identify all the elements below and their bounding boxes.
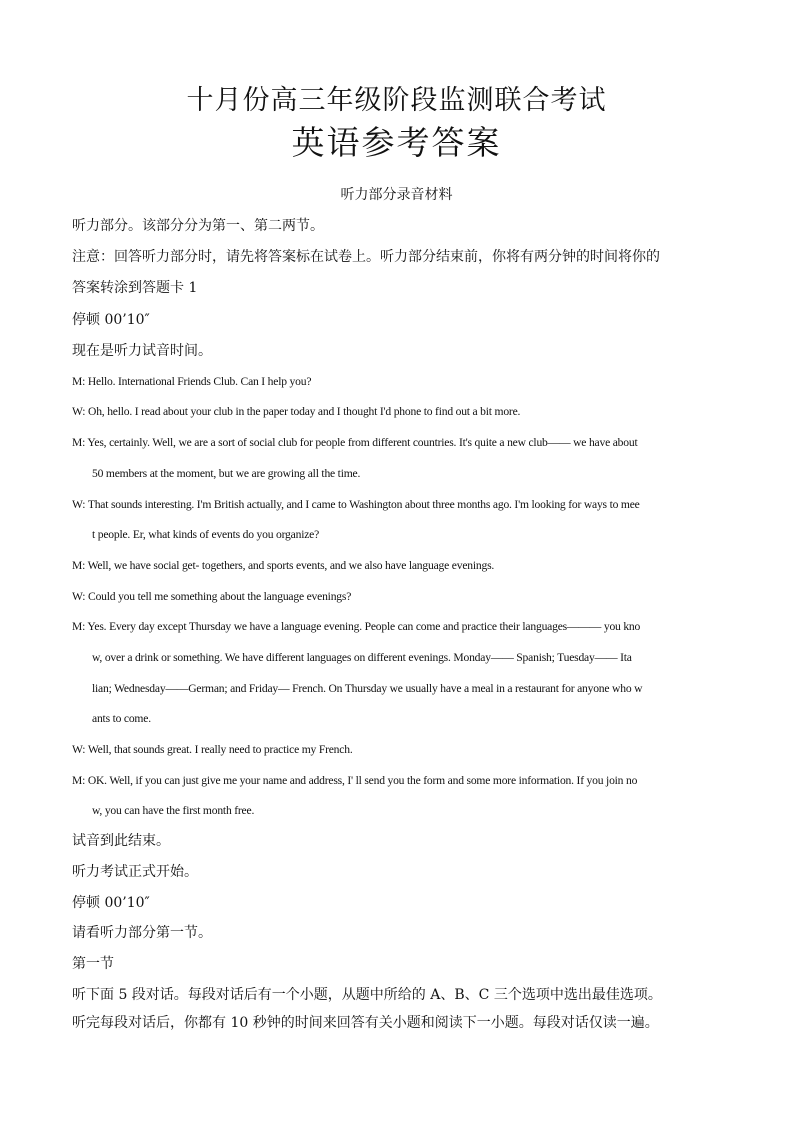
instruction-line-2: 听完每段对话后，你都有 10 秒钟的时间来回答有关小题和阅读下一小题。每段对话仅读一遍。 — [72, 1015, 659, 1031]
formal-start-line: 听力考试正式开始。 — [72, 864, 198, 880]
note-line-1: 注意：回答听力部分时，请先将答案标在试卷上。听力部分结束前，你将有两分钟的时间将你的 — [72, 249, 660, 265]
dialogue-line: w, over a drink or something. We have different languages on different evenings. Monday—— Spanish; Tuesday—— Ita — [92, 651, 632, 664]
intro-line: 听力部分。该部分分为第一、第二两节。 — [72, 218, 324, 234]
section-label: 第一节 — [72, 956, 114, 972]
dialogue-line: M: Hello. International Friends Club. Can I help you? — [72, 375, 312, 388]
trial-end-line: 试音到此结束。 — [72, 833, 170, 849]
dialogue-line: W: That sounds interesting. I'm British actually, and I came to Washington about three months ago. I'm looking for ways to mee — [72, 498, 640, 511]
dialogue-line: W: Could you tell me something about the language evenings? — [72, 590, 352, 603]
dialogue-line: M: Yes. Every day except Thursday we have a language evening. People can come and practice their languages——— you kno — [72, 620, 641, 633]
section-subtitle: 听力部分录音材料 — [340, 187, 453, 203]
pause-marker: 停顿 00’10″ — [72, 895, 150, 911]
dialogue-line: ants to come. — [92, 712, 151, 725]
note-line-2: 答案转涂到答题卡 1 — [72, 280, 198, 296]
dialogue-line: lian; Wednesday——German; and Friday— French. On Thursday we usually have a meal in a restaurant for anyone who w — [92, 682, 643, 695]
pause-marker: 停顿 00’10″ — [72, 312, 150, 328]
answer-key-title: 英语参考答案 — [291, 123, 502, 162]
dialogue-line: w, you can have the first month free. — [92, 804, 255, 817]
see-section-line: 请看听力部分第一节。 — [72, 925, 212, 941]
dialogue-line: M: Well, we have social get- togethers, and sports events, and we also have language evenings. — [72, 559, 495, 572]
dialogue-line: W: Oh, hello. I read about your club in the paper today and I thought I'd phone to find out a bit more. — [72, 405, 521, 418]
dialogue-line: t people. Er, what kinds of events do you organize? — [92, 528, 320, 541]
dialogue-line: M: OK. Well, if you can just give me your name and address, I' ll send you the form and some more information. If you join no — [72, 774, 638, 787]
exam-title: 十月份高三年级阶段监测联合考试 — [186, 85, 607, 116]
dialogue-line: W: Well, that sounds great. I really need to practice my French. — [72, 743, 353, 756]
dialogue-line: M: Yes, certainly. Well, we are a sort of social club for people from different countries. It's quite a new club—— we have about — [72, 436, 638, 449]
instruction-line-1: 听下面 5 段对话。每段对话后有一个小题，从题中所给的 A、B、C 三个选项中选出最佳选项。 — [72, 987, 662, 1003]
trial-start-line: 现在是听力试音时间。 — [72, 343, 212, 359]
dialogue-line: 50 members at the moment, but we are growing all the time. — [92, 467, 361, 480]
